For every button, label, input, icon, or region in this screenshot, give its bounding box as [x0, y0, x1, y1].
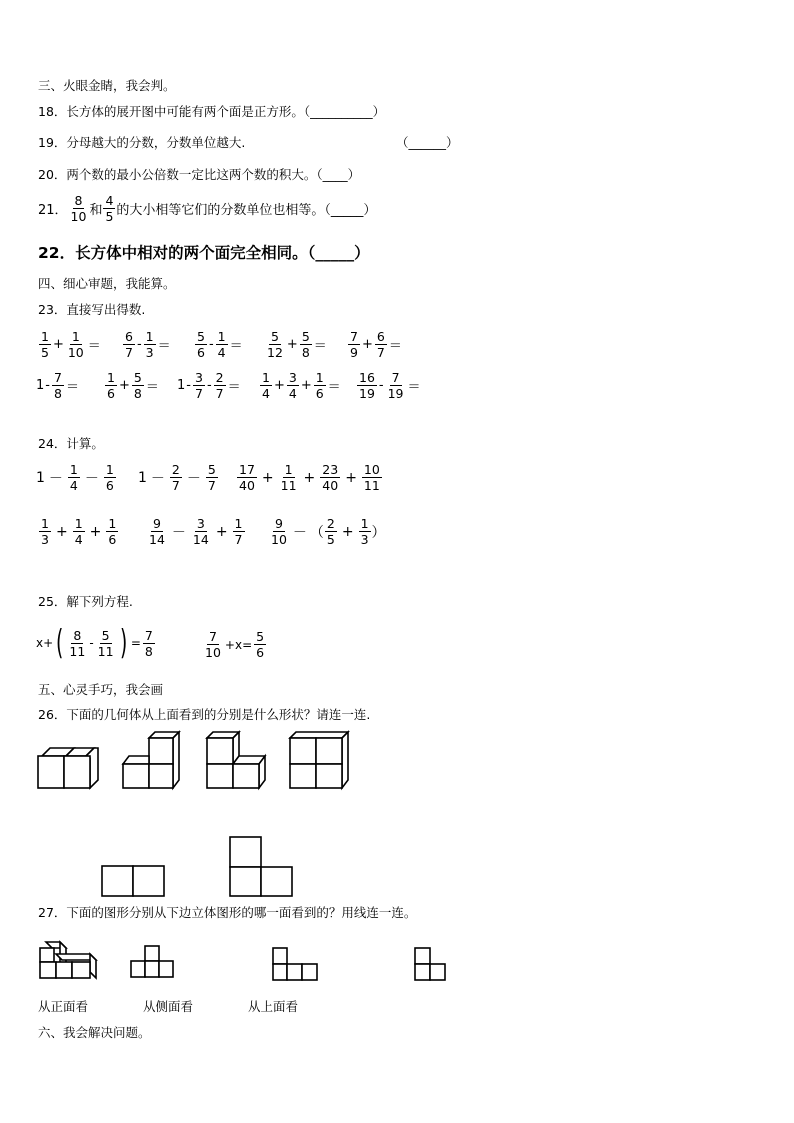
math-symbol: ＝ — [388, 339, 402, 354]
question-21 — [38, 193, 376, 224]
denominator: 19 — [359, 386, 375, 401]
fraction — [191, 516, 211, 547]
calc-item — [122, 329, 172, 360]
math-symbol: － — [292, 524, 307, 541]
math-symbol: 1 — [138, 469, 147, 486]
fraction — [362, 462, 382, 493]
math-symbol: ＝ — [229, 339, 243, 354]
fraction — [39, 329, 51, 360]
numerator: 3 — [194, 370, 203, 385]
section-3-title: 三、火眼金睛，我会判。 — [38, 78, 176, 93]
view-shape-a — [129, 944, 177, 980]
top-view-shape-2 — [228, 835, 294, 898]
calc-item — [259, 370, 342, 401]
numerator: 1 — [262, 370, 270, 385]
fraction — [265, 329, 285, 360]
math-symbol: + — [261, 469, 274, 486]
denominator: 6 — [107, 386, 115, 401]
equation-2 — [202, 629, 267, 660]
math-symbol: + — [345, 469, 357, 486]
denominator: 7 — [376, 345, 385, 360]
math-symbol: +x= — [224, 637, 253, 652]
math-symbol: ( — [56, 623, 64, 663]
math-symbol: ） — [371, 524, 386, 541]
denominator: 4 — [217, 345, 226, 360]
section-6-title: 六、我会解决问题。 — [38, 1025, 151, 1040]
math-symbol: + — [286, 337, 298, 352]
math-symbol: ＝ — [87, 339, 101, 354]
fraction — [170, 462, 182, 493]
solid-figure-3 — [205, 730, 269, 792]
fraction — [348, 329, 360, 360]
numerator: 9 — [274, 516, 283, 531]
math-symbol: － — [150, 470, 165, 487]
q21-number: 21． — [38, 203, 68, 218]
denominator: 40 — [322, 478, 339, 493]
fraction — [325, 516, 337, 547]
calc-item — [347, 329, 403, 360]
numerator: 6 — [376, 329, 385, 344]
numerator: 5 — [301, 329, 310, 344]
denominator: 11 — [363, 478, 380, 493]
q21-and: 和 — [89, 203, 103, 218]
numerator: 7 — [208, 629, 217, 644]
fraction — [73, 516, 85, 547]
question-18: 18．长方体的展开图中可能有两个面是正方形。（__________） — [38, 104, 386, 119]
denominator: 6 — [256, 645, 265, 660]
fraction — [216, 329, 228, 360]
fraction — [279, 462, 299, 493]
denominator: 7 — [171, 478, 180, 493]
math-symbol: + — [361, 337, 373, 352]
numerator: 1 — [41, 516, 49, 531]
math-symbol: + — [118, 378, 130, 393]
denominator: 12 — [267, 345, 283, 360]
math-symbol: - — [45, 378, 50, 393]
numerator: 10 — [363, 462, 380, 477]
fraction — [143, 628, 155, 659]
math-symbol: 1 — [36, 469, 45, 486]
fraction — [237, 462, 257, 493]
math-symbol: + — [89, 523, 102, 540]
question-23: 23．直接写出得数. — [38, 302, 146, 317]
numerator: 1 — [108, 516, 117, 531]
denominator: 14 — [192, 532, 209, 547]
numerator: 5 — [101, 627, 110, 643]
math-symbol: 1 — [36, 378, 45, 393]
numerator: 5 — [133, 370, 142, 385]
math-symbol: ＝ — [327, 380, 341, 395]
view-label-side: 从侧面看 — [143, 999, 194, 1014]
q21-text: 的大小相等它们的分数单位也相等。（_____） — [116, 203, 377, 218]
denominator: 40 — [239, 478, 255, 493]
denominator: 10 — [67, 345, 84, 360]
calc-item — [194, 329, 244, 360]
math-symbol: ＝ — [313, 339, 327, 354]
numerator: 5 — [256, 629, 265, 644]
math-symbol: + — [52, 337, 64, 352]
view-label-front: 从正面看 — [38, 999, 89, 1014]
denominator: 7 — [234, 532, 243, 547]
numerator: 3 — [288, 370, 297, 385]
denominator: 6 — [108, 532, 117, 547]
solid-figure-1 — [36, 746, 102, 792]
fraction — [52, 370, 64, 401]
math-symbol: （ — [309, 524, 324, 541]
denominator: 5 — [105, 209, 114, 224]
section-4-title: 四、细心审题，我能算。 — [38, 276, 176, 291]
math-symbol: － — [84, 470, 99, 487]
math-symbol: - — [89, 636, 94, 650]
math-symbol: + — [215, 523, 228, 540]
fraction — [105, 370, 117, 401]
view-shape-c — [413, 946, 449, 984]
math-symbol: 1 — [177, 378, 186, 393]
fraction — [375, 329, 387, 360]
fraction — [96, 628, 116, 659]
question-27: 27．下面的图形分别从下边立体图形的哪一面看到的？用线连一连。 — [38, 905, 417, 920]
denominator: 11 — [97, 643, 114, 659]
denominator: 7 — [125, 345, 133, 360]
top-view-shape-1 — [100, 864, 166, 898]
equation-1 — [36, 623, 156, 663]
numerator: 1 — [145, 329, 154, 344]
fraction — [357, 370, 377, 401]
numerator: 1 — [217, 329, 226, 344]
numerator: 16 — [359, 370, 375, 385]
calc-item — [138, 462, 219, 493]
fraction — [195, 329, 207, 360]
denominator: 8 — [144, 643, 153, 659]
math-symbol: - — [208, 337, 214, 352]
calc-item — [264, 329, 328, 360]
calc-item — [177, 370, 242, 401]
numerator: 5 — [197, 329, 205, 344]
calc-item — [146, 516, 246, 547]
denominator: 6 — [197, 345, 205, 360]
numerator: 1 — [315, 370, 324, 385]
denominator: 8 — [53, 386, 62, 401]
numerator: 1 — [234, 516, 243, 531]
numerator: 5 — [207, 462, 216, 477]
denominator: 7 — [207, 478, 216, 493]
denominator: 19 — [387, 386, 404, 401]
math-symbol: ＝ — [145, 380, 159, 395]
math-symbol: － — [48, 470, 63, 487]
numerator: 7 — [350, 329, 358, 344]
fraction — [106, 516, 118, 547]
numerator: 1 — [107, 370, 115, 385]
fraction — [260, 370, 272, 401]
calc-item — [356, 370, 422, 401]
denominator: 5 — [41, 345, 49, 360]
math-symbol: ) — [119, 623, 127, 663]
view-label-top: 从上面看 — [248, 999, 299, 1014]
math-symbol: － — [186, 470, 201, 487]
numerator: 7 — [53, 370, 62, 385]
math-symbol: ＝ — [65, 380, 79, 395]
math-symbol: + — [303, 469, 316, 486]
numerator: 7 — [144, 627, 153, 643]
math-symbol: + — [55, 523, 68, 540]
fraction — [67, 628, 87, 659]
fraction — [233, 516, 245, 547]
calc-item — [268, 516, 386, 547]
math-symbol: + — [300, 378, 312, 393]
fraction — [68, 462, 80, 493]
question-25: 25．解下列方程. — [38, 594, 133, 609]
question-20: 20．两个数的最小公倍数一定比这两个数的积大。（____） — [38, 167, 361, 182]
numerator: 8 — [73, 627, 82, 643]
question-19: 19．分母越大的分数，分数单位越大. — [38, 135, 246, 150]
numerator: 6 — [125, 329, 133, 344]
numerator: 1 — [284, 462, 293, 477]
denominator: 6 — [315, 386, 324, 401]
numerator: 1 — [41, 329, 49, 344]
numerator: 7 — [391, 370, 400, 385]
math-symbol: + — [273, 378, 285, 393]
numerator: 4 — [105, 193, 114, 208]
fraction — [269, 516, 289, 547]
numerator: 3 — [196, 516, 205, 531]
math-symbol: - — [378, 378, 384, 393]
numerator: 1 — [71, 329, 80, 344]
question-26: 26．下面的几何体从上面看到的分别是什么形状？请连一连. — [38, 707, 371, 722]
math-symbol: ＝ — [157, 339, 171, 354]
math-symbol: = — [130, 636, 141, 650]
numerator: 17 — [239, 462, 255, 477]
question-24: 24．计算。 — [38, 436, 104, 451]
denominator: 8 — [301, 345, 310, 360]
fraction — [193, 370, 205, 401]
math-symbol: ＝ — [407, 380, 421, 395]
calc-item — [38, 516, 119, 547]
fraction — [320, 462, 340, 493]
view-shape-b — [271, 946, 321, 982]
fraction — [147, 516, 167, 547]
denominator: 10 — [70, 209, 87, 224]
denominator: 6 — [105, 478, 114, 493]
denominator: 4 — [74, 532, 83, 547]
math-symbol: ＝ — [227, 380, 241, 395]
calc-item — [36, 370, 80, 401]
calc-item — [36, 462, 117, 493]
calc-item — [236, 462, 383, 493]
denominator: 8 — [133, 386, 142, 401]
denominator: 14 — [149, 532, 165, 547]
fraction — [359, 516, 371, 547]
denominator: 7 — [215, 386, 224, 401]
denominator: 4 — [69, 478, 78, 493]
fraction — [314, 370, 326, 401]
numerator: 23 — [322, 462, 339, 477]
fraction — [39, 516, 51, 547]
numerator: 1 — [69, 462, 78, 477]
denominator: 10 — [205, 645, 221, 660]
numerator: 5 — [270, 329, 279, 344]
numerator: 1 — [105, 462, 114, 477]
fraction — [287, 370, 299, 401]
denominator: 3 — [360, 532, 369, 547]
denominator: 3 — [41, 532, 49, 547]
math-symbol: + — [341, 523, 354, 540]
numerator: 2 — [326, 516, 335, 531]
calc-item — [38, 329, 102, 360]
math-symbol: － — [171, 524, 186, 541]
math-symbol: x+ — [36, 636, 54, 650]
denominator: 4 — [288, 386, 297, 401]
fraction — [214, 370, 226, 401]
fraction — [66, 329, 86, 360]
math-symbol: - — [206, 378, 212, 393]
denominator: 11 — [280, 478, 297, 493]
denominator: 9 — [350, 345, 358, 360]
numerator: 2 — [171, 462, 180, 477]
solid-figure-4 — [288, 730, 352, 792]
math-symbol: - — [186, 378, 191, 393]
numerator: 9 — [152, 516, 161, 531]
numerator: 2 — [215, 370, 224, 385]
calc-item — [104, 370, 160, 401]
fraction — [203, 629, 223, 660]
numerator: 8 — [74, 193, 83, 208]
denominator: 3 — [145, 345, 154, 360]
numerator: 1 — [74, 516, 83, 531]
question-19-blank: （______） — [396, 135, 459, 150]
fraction — [132, 370, 144, 401]
denominator: 4 — [262, 386, 270, 401]
fraction — [144, 329, 156, 360]
denominator: 7 — [194, 386, 203, 401]
solid-figure-2 — [121, 730, 185, 792]
fraction — [386, 370, 406, 401]
fraction — [69, 193, 89, 224]
section-5-title: 五、心灵手巧，我会画 — [38, 682, 164, 697]
solid-figure-q27 — [38, 940, 102, 982]
math-symbol: - — [136, 337, 142, 352]
fraction — [103, 193, 115, 224]
fraction — [104, 462, 116, 493]
question-22: 22．长方体中相对的两个面完全相同。（_____） — [38, 244, 370, 262]
fraction — [300, 329, 312, 360]
fraction — [206, 462, 218, 493]
denominator: 10 — [271, 532, 287, 547]
numerator: 1 — [360, 516, 369, 531]
fraction — [123, 329, 135, 360]
fraction — [254, 629, 266, 660]
denominator: 11 — [69, 643, 86, 659]
denominator: 5 — [326, 532, 335, 547]
